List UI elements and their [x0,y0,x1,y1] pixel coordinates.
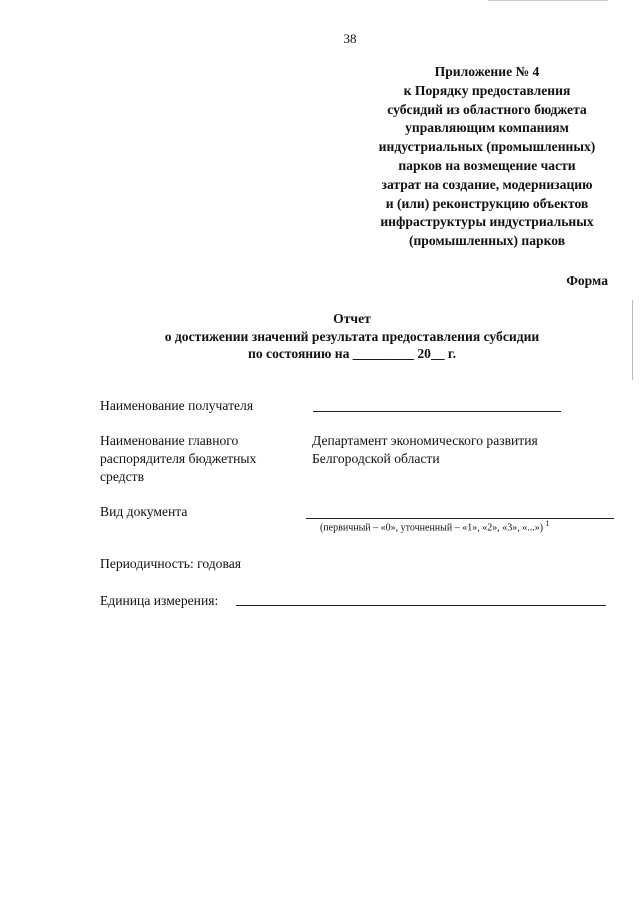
document-type-hint [320,519,550,533]
appendix-line: и (или) реконструкцию объектов [385,195,589,211]
periodicity-text: Периодичность: годовая [100,556,241,571]
budget-manager-label-line: Наименование главного [100,433,239,448]
scan-artifact-top [488,0,608,1]
budget-manager-label-line: средств [100,469,144,484]
appendix-header [346,63,628,251]
report-title: Отчет [333,311,371,326]
budget-manager-value-line: Департамент экономического развития [312,433,538,448]
appendix-line: парков на возмещение части [398,157,576,173]
report-subtitle: о достижении значений результата предоставления субсидии [164,328,540,344]
recipient-line [313,411,561,412]
appendix-line: к Порядку предоставления [403,82,571,98]
footnote-marker: 1 [545,519,550,528]
appendix-line: субсидий из областного бюджета [387,101,587,117]
budget-manager-label [100,432,256,486]
appendix-line: затрат на создание, модернизацию [381,176,593,192]
budget-manager-value-line: Белгородской области [312,451,440,466]
form-label: Форма [566,273,608,288]
appendix-line: управляющим компаниям [405,120,569,136]
budget-manager-label-line: распорядителя бюджетных [100,451,257,466]
document-type-label: Вид документа [100,504,188,519]
document-type-hint-text: (первичный – «0», уточненный – «1», «2», «3», «...») [320,522,544,534]
appendix-line: Приложение № 4 [434,64,540,79]
appendix-line: инфраструктуры индустриальных [380,214,594,230]
unit-of-measure-label: Единица измерения: [100,593,219,608]
report-as-of-date: по состоянию на _________ 20__ г. [248,346,456,361]
page-number: 38 [343,31,357,46]
appendix-line: индустриальных (промышленных) [378,139,596,155]
unit-of-measure-line [236,605,606,606]
recipient-label: Наименование получателя [100,398,254,413]
appendix-line: (промышленных) парков [408,233,566,249]
budget-manager-value [312,432,538,468]
report-title-block [60,310,640,363]
